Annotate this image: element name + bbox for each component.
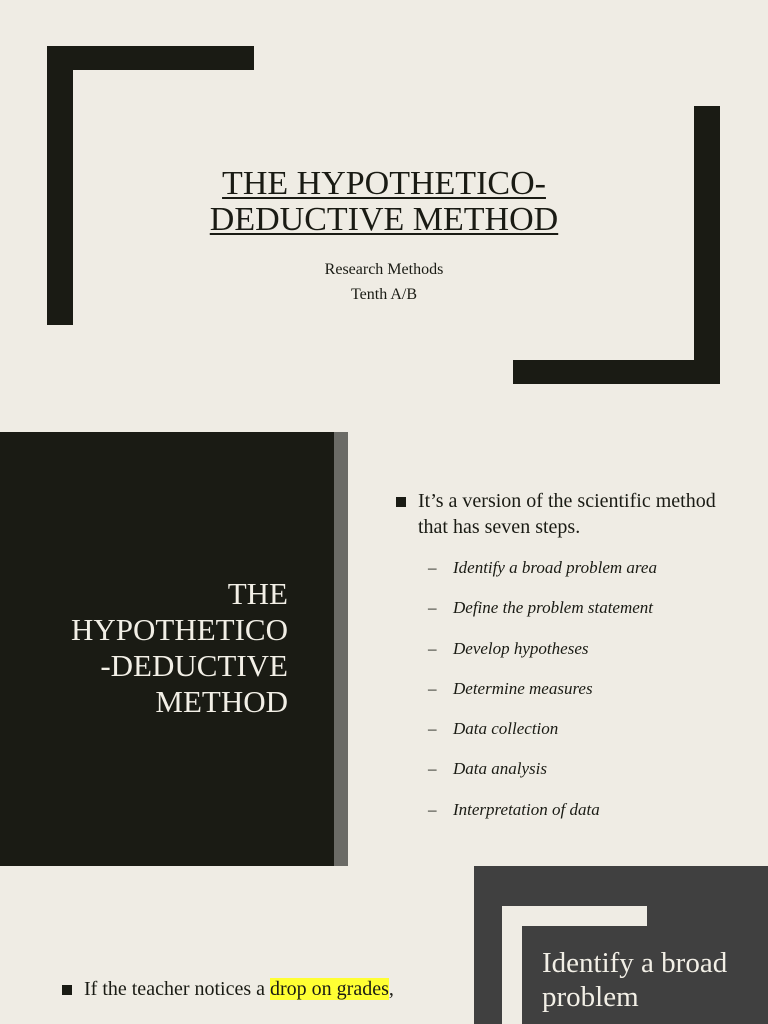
example-bullet-prefix: If the teacher notices a xyxy=(84,978,271,1000)
section-title: Identify a broad problem xyxy=(542,947,728,1013)
list-item xyxy=(428,759,758,799)
dash-bullet-icon: – xyxy=(428,719,437,739)
panel-title-line: METHOD xyxy=(155,684,288,719)
example-bullet-suffix: , xyxy=(388,978,394,1000)
main-bullet xyxy=(396,488,738,540)
square-bullet-icon xyxy=(396,497,406,507)
step-text: Determine measures xyxy=(453,678,593,698)
steps-list xyxy=(428,558,758,840)
dash-bullet-icon: – xyxy=(428,638,437,658)
subtitle-course: Research Methods xyxy=(324,261,444,278)
step-text: Interpretation of data xyxy=(453,799,600,819)
method-overview-slide xyxy=(0,432,768,866)
list-item xyxy=(428,679,758,719)
main-bullet-text: It’s a version of the scientific method that has seven steps. xyxy=(418,490,716,538)
panel-title-line: -DEDUCTIVE xyxy=(100,648,288,683)
list-item xyxy=(428,639,758,679)
identify-problem-slide xyxy=(0,866,768,1024)
title-slide xyxy=(0,0,768,420)
list-item xyxy=(428,800,758,840)
title-panel-edge xyxy=(334,432,348,866)
slide-title-line-1: THE HYPOTHETICO- xyxy=(222,165,546,202)
panel-title xyxy=(0,576,288,720)
step-text: Data analysis xyxy=(453,759,547,779)
dash-bullet-icon: – xyxy=(428,759,437,779)
dash-bullet-icon: – xyxy=(428,678,437,698)
panel-title-line: THE xyxy=(227,576,288,611)
corner-bracket-bottom-right-horizontal xyxy=(513,360,720,384)
list-item xyxy=(428,558,758,598)
step-text: Define the problem statement xyxy=(453,598,654,618)
list-item xyxy=(428,598,758,638)
dash-bullet-icon: – xyxy=(428,598,437,618)
step-text: Develop hypotheses xyxy=(453,638,589,658)
subtitle-class: Tenth A/B xyxy=(351,286,417,303)
example-bullet xyxy=(62,976,484,1002)
dash-bullet-icon: – xyxy=(428,799,437,819)
list-item xyxy=(428,719,758,759)
panel-title-line: HYPOTHETICO xyxy=(71,612,288,647)
step-text: Identify a broad problem area xyxy=(453,558,657,577)
corner-bracket-top-left-horizontal xyxy=(47,46,254,70)
step-text: Data collection xyxy=(453,719,559,739)
corner-bracket-bottom-right-vertical xyxy=(694,106,720,384)
panel-frame-horizontal xyxy=(502,906,647,926)
dash-bullet-icon: – xyxy=(428,558,437,577)
slide-title xyxy=(0,166,768,238)
slide-title-line-2: DEDUCTIVE METHOD xyxy=(209,201,559,238)
slide-subtitle xyxy=(0,257,768,307)
panel-frame-vertical xyxy=(502,906,522,1024)
highlighted-phrase: drop on grades xyxy=(270,978,389,1000)
square-bullet-icon xyxy=(62,985,72,995)
